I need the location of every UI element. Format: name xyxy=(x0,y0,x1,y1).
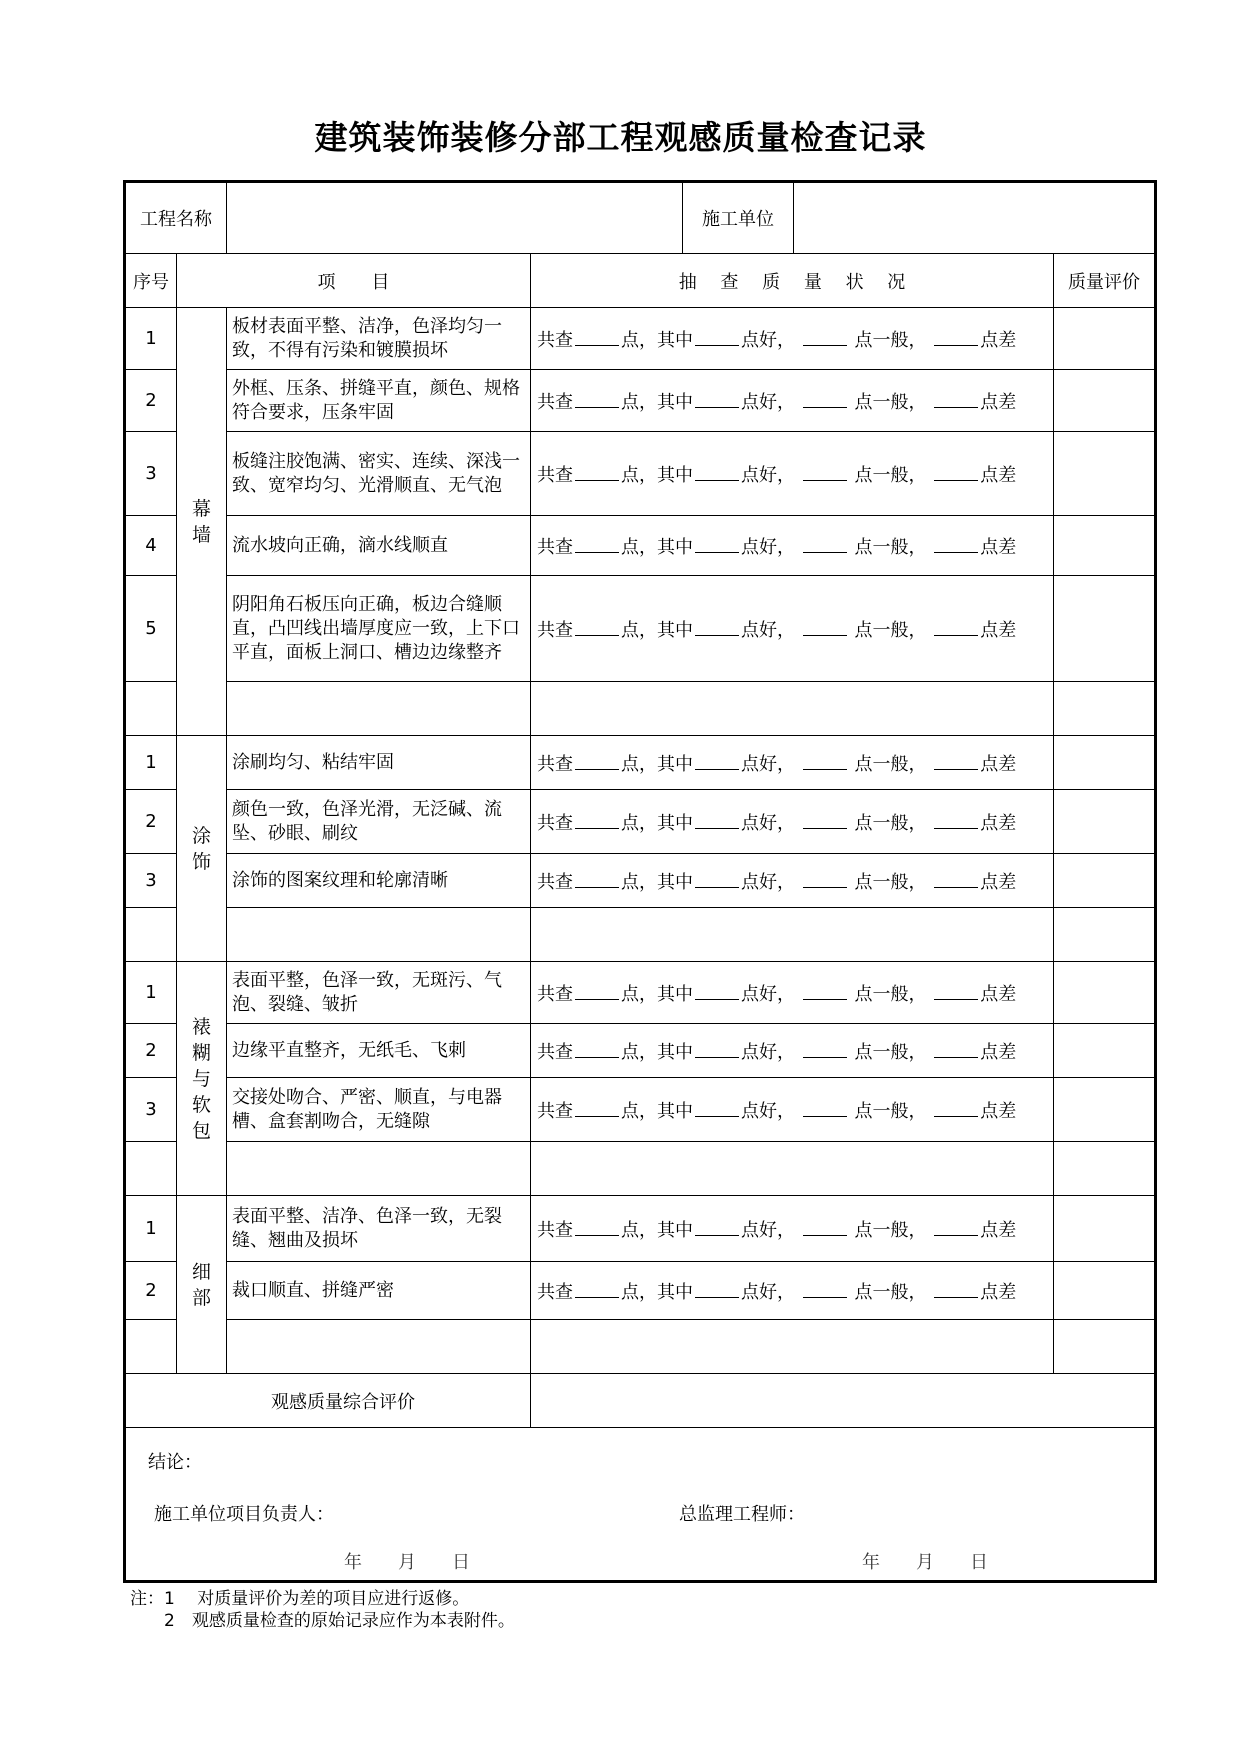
inspection-item: 交接处吻合、严密、顺直，与电器槽、盒套割吻合，无缝隙 xyxy=(227,1078,531,1142)
poor-count-blank[interactable] xyxy=(934,1039,978,1058)
quality-evaluation-cell[interactable] xyxy=(1054,854,1156,908)
overall-evaluation-label: 观感质量综合评价 xyxy=(125,1374,531,1428)
inspection-item: 表面平整、洁净、色泽一致，无裂缝、翘曲及损坏 xyxy=(227,1196,531,1262)
average-count-blank[interactable] xyxy=(803,981,847,1000)
poor-count-blank[interactable] xyxy=(934,869,978,888)
page-title: 建筑装饰装修分部工程观感质量检查记录 xyxy=(314,118,927,157)
quality-evaluation-cell[interactable] xyxy=(1054,1262,1156,1320)
quality-evaluation-cell[interactable] xyxy=(1054,516,1156,576)
col-seq: 序号 xyxy=(125,254,177,308)
table-row xyxy=(125,370,1156,432)
table-row xyxy=(125,1078,1156,1142)
average-count-blank[interactable] xyxy=(803,462,847,481)
quality-evaluation-cell[interactable] xyxy=(1054,370,1156,432)
row-seq xyxy=(125,908,177,962)
total-count-blank[interactable] xyxy=(575,389,619,408)
conclusion-label: 结论： xyxy=(148,1452,202,1473)
sampling-status: 共查 点，其中 点好， 点一般， 点差 xyxy=(531,962,1054,1024)
total-count-blank[interactable] xyxy=(575,1279,619,1298)
average-count-blank[interactable] xyxy=(803,1217,847,1236)
project-name-label: 工程名称 xyxy=(125,182,227,254)
table-row xyxy=(125,854,1156,908)
sampling-status: 共查 点，其中 点好， 点一般， 点差 xyxy=(531,790,1054,854)
quality-evaluation-cell[interactable] xyxy=(1054,576,1156,682)
sampling-status: 共查 点，其中 点好， 点一般， 点差 xyxy=(531,1078,1054,1142)
construction-unit-label: 施工单位 xyxy=(683,182,794,254)
average-count-blank[interactable] xyxy=(803,1039,847,1058)
table-row xyxy=(125,1196,1156,1262)
sampling-status: 共查 点，其中 点好， 点一般， 点差 xyxy=(531,736,1054,790)
inspection-item[interactable] xyxy=(227,1320,531,1374)
header-row xyxy=(125,182,1156,254)
quality-evaluation-cell[interactable] xyxy=(1054,432,1156,516)
poor-count-blank[interactable] xyxy=(934,1279,978,1298)
table-row xyxy=(125,736,1156,790)
quality-evaluation-cell[interactable] xyxy=(1054,1196,1156,1262)
category-char: 细 xyxy=(191,1260,211,1283)
good-count-blank[interactable] xyxy=(695,1279,739,1298)
col-evaluation: 质量评价 xyxy=(1054,254,1156,308)
good-count-blank[interactable] xyxy=(695,751,739,770)
category-char: 裱 xyxy=(191,1015,211,1038)
inspection-item: 板缝注胶饱满、密实、连续、深浅一致、宽窄均匀、光滑顺直、无气泡 xyxy=(227,432,531,516)
blank-row xyxy=(125,682,1156,736)
quality-evaluation-cell[interactable] xyxy=(1054,1078,1156,1142)
average-count-blank[interactable] xyxy=(803,617,847,636)
poor-count-blank[interactable] xyxy=(934,751,978,770)
sampling-status: 共查 点，其中 点好， 点一般， 点差 xyxy=(531,1262,1054,1320)
date-right: 年 月 日 xyxy=(862,1552,988,1573)
good-count-blank[interactable] xyxy=(695,1098,739,1117)
total-count-blank[interactable] xyxy=(575,869,619,888)
category-char: 幕 xyxy=(191,497,211,520)
good-count-blank[interactable] xyxy=(695,534,739,553)
good-count-blank[interactable] xyxy=(695,981,739,1000)
blank-row xyxy=(125,1142,1156,1196)
row-seq: 2 xyxy=(125,790,177,854)
total-count-blank[interactable] xyxy=(575,751,619,770)
poor-count-blank[interactable] xyxy=(934,327,978,346)
sampling-status: 共查 点，其中 点好， 点一般， 点差 xyxy=(531,516,1054,576)
row-seq: 1 xyxy=(125,736,177,790)
quality-evaluation-cell[interactable] xyxy=(1054,908,1156,962)
inspection-item: 流水坡向正确，滴水线顺直 xyxy=(227,516,531,576)
category-char: 涂 xyxy=(191,824,211,847)
sampling-status[interactable] xyxy=(531,1142,1054,1196)
good-count-blank[interactable] xyxy=(695,869,739,888)
row-seq: 2 xyxy=(125,370,177,432)
inspection-item: 涂刷均匀、粘结牢固 xyxy=(227,736,531,790)
row-seq: 5 xyxy=(125,576,177,682)
good-count-blank[interactable] xyxy=(695,1217,739,1236)
total-count-blank[interactable] xyxy=(575,810,619,829)
quality-evaluation-cell[interactable] xyxy=(1054,308,1156,370)
poor-count-blank[interactable] xyxy=(934,810,978,829)
inspection-item: 颜色一致，色泽光滑，无泛碱、流坠、砂眼、刷纹 xyxy=(227,790,531,854)
sampling-status: 共查 点，其中 点好， 点一般， 点差 xyxy=(531,370,1054,432)
poor-count-blank[interactable] xyxy=(934,534,978,553)
col-status: 抽 查 质 量 状 况 xyxy=(531,254,1054,308)
project-name-field[interactable] xyxy=(227,182,683,254)
good-count-blank[interactable] xyxy=(695,810,739,829)
table-row xyxy=(125,790,1156,854)
category-char: 墙 xyxy=(191,523,211,546)
table-row xyxy=(125,1024,1156,1078)
table-row xyxy=(125,962,1156,1024)
sampling-status: 共查 点，其中 点好， 点一般， 点差 xyxy=(531,576,1054,682)
row-seq: 2 xyxy=(125,1262,177,1320)
inspection-item: 裁口顺直、拼缝严密 xyxy=(227,1262,531,1320)
poor-count-blank[interactable] xyxy=(934,462,978,481)
blank-row xyxy=(125,1320,1156,1374)
sampling-status: 共查 点，其中 点好， 点一般， 点差 xyxy=(531,308,1054,370)
poor-count-blank[interactable] xyxy=(934,981,978,1000)
category-cell xyxy=(177,962,227,1196)
note-1: 注：1 对质量评价为差的项目应进行返修。 xyxy=(130,1589,470,1609)
good-count-blank[interactable] xyxy=(695,389,739,408)
total-count-blank[interactable] xyxy=(575,1039,619,1058)
col-item: 项 目 xyxy=(177,254,531,308)
row-seq: 3 xyxy=(125,854,177,908)
category-char: 部 xyxy=(191,1286,211,1309)
category-char: 与 xyxy=(191,1067,211,1090)
total-count-blank[interactable] xyxy=(575,617,619,636)
inspection-item: 表面平整，色泽一致，无斑污、气泡、裂缝、皱折 xyxy=(227,962,531,1024)
row-seq xyxy=(125,682,177,736)
construction-unit-field[interactable] xyxy=(794,182,1156,254)
conclusion-area[interactable] xyxy=(126,1428,1154,1580)
table-row xyxy=(125,432,1156,516)
category-cell xyxy=(177,736,227,962)
good-count-blank[interactable] xyxy=(695,462,739,481)
row-seq xyxy=(125,1320,177,1374)
quality-evaluation-cell[interactable] xyxy=(1054,1024,1156,1078)
average-count-blank[interactable] xyxy=(803,327,847,346)
sampling-status: 共查 点，其中 点好， 点一般， 点差 xyxy=(531,854,1054,908)
average-count-blank[interactable] xyxy=(803,1098,847,1117)
average-count-blank[interactable] xyxy=(803,751,847,770)
average-count-blank[interactable] xyxy=(803,1279,847,1298)
average-count-blank[interactable] xyxy=(803,534,847,553)
good-count-blank[interactable] xyxy=(695,617,739,636)
total-count-blank[interactable] xyxy=(575,1217,619,1236)
sampling-status[interactable] xyxy=(531,682,1054,736)
chief-supervisor-label: 总监理工程师： xyxy=(679,1504,805,1525)
inspection-item: 板材表面平整、洁净，色泽均匀一致，不得有污染和镀膜损坏 xyxy=(227,308,531,370)
inspection-form-table xyxy=(123,180,1157,1583)
row-seq: 3 xyxy=(125,1078,177,1142)
inspection-item: 阴阳角石板压向正确，板边合缝顺直，凸凹线出墙厚度应一致，上下口平直，面板上洞口、槽边边缘整齐 xyxy=(227,576,531,682)
footnotes xyxy=(130,1588,515,1632)
inspection-item[interactable] xyxy=(227,1142,531,1196)
category-char: 糊 xyxy=(191,1041,211,1064)
row-seq: 1 xyxy=(125,1196,177,1262)
column-header-row xyxy=(125,254,1156,308)
quality-evaluation-cell[interactable] xyxy=(1054,682,1156,736)
overall-evaluation-field[interactable] xyxy=(531,1374,1156,1428)
average-count-blank[interactable] xyxy=(803,810,847,829)
table-row xyxy=(125,1262,1156,1320)
category-char: 软 xyxy=(191,1093,211,1116)
total-count-blank[interactable] xyxy=(575,327,619,346)
average-count-blank[interactable] xyxy=(803,869,847,888)
sampling-status[interactable] xyxy=(531,1320,1054,1374)
good-count-blank[interactable] xyxy=(695,327,739,346)
row-seq: 3 xyxy=(125,432,177,516)
poor-count-blank[interactable] xyxy=(934,617,978,636)
inspection-item: 边缘平直整齐，无纸毛、飞刺 xyxy=(227,1024,531,1078)
conclusion-row xyxy=(125,1428,1156,1582)
total-count-blank[interactable] xyxy=(575,534,619,553)
sampling-status: 共查 点，其中 点好， 点一般， 点差 xyxy=(531,432,1054,516)
quality-evaluation-cell[interactable] xyxy=(1054,736,1156,790)
category-char: 包 xyxy=(191,1119,211,1142)
inspection-item: 外框、压条、拼缝平直，颜色、规格符合要求，压条牢固 xyxy=(227,370,531,432)
inspection-item[interactable] xyxy=(227,682,531,736)
blank-row xyxy=(125,908,1156,962)
quality-evaluation-cell[interactable] xyxy=(1054,1320,1156,1374)
note-2: 2 观感质量检查的原始记录应作为本表附件。 xyxy=(130,1611,515,1631)
contractor-manager-label: 施工单位项目负责人： xyxy=(154,1504,334,1525)
category-cell xyxy=(177,308,227,736)
total-count-blank[interactable] xyxy=(575,1098,619,1117)
inspection-item: 涂饰的图案纹理和轮廓清晰 xyxy=(227,854,531,908)
category-cell xyxy=(177,1196,227,1374)
poor-count-blank[interactable] xyxy=(934,1098,978,1117)
table-row xyxy=(125,516,1156,576)
row-seq: 2 xyxy=(125,1024,177,1078)
category-char: 饰 xyxy=(191,850,211,873)
table-row xyxy=(125,576,1156,682)
average-count-blank[interactable] xyxy=(803,389,847,408)
good-count-blank[interactable] xyxy=(695,1039,739,1058)
overall-evaluation-row xyxy=(125,1374,1156,1428)
row-seq xyxy=(125,1142,177,1196)
poor-count-blank[interactable] xyxy=(934,389,978,408)
quality-evaluation-cell[interactable] xyxy=(1054,962,1156,1024)
date-left: 年 月 日 xyxy=(344,1552,470,1573)
total-count-blank[interactable] xyxy=(575,981,619,1000)
total-count-blank[interactable] xyxy=(575,462,619,481)
row-seq: 1 xyxy=(125,308,177,370)
sampling-status[interactable] xyxy=(531,908,1054,962)
poor-count-blank[interactable] xyxy=(934,1217,978,1236)
inspection-item[interactable] xyxy=(227,908,531,962)
quality-evaluation-cell[interactable] xyxy=(1054,1142,1156,1196)
sampling-status: 共查 点，其中 点好， 点一般， 点差 xyxy=(531,1024,1054,1078)
quality-evaluation-cell[interactable] xyxy=(1054,790,1156,854)
row-seq: 4 xyxy=(125,516,177,576)
row-seq: 1 xyxy=(125,962,177,1024)
sampling-status: 共查 点，其中 点好， 点一般， 点差 xyxy=(531,1196,1054,1262)
table-row xyxy=(125,308,1156,370)
